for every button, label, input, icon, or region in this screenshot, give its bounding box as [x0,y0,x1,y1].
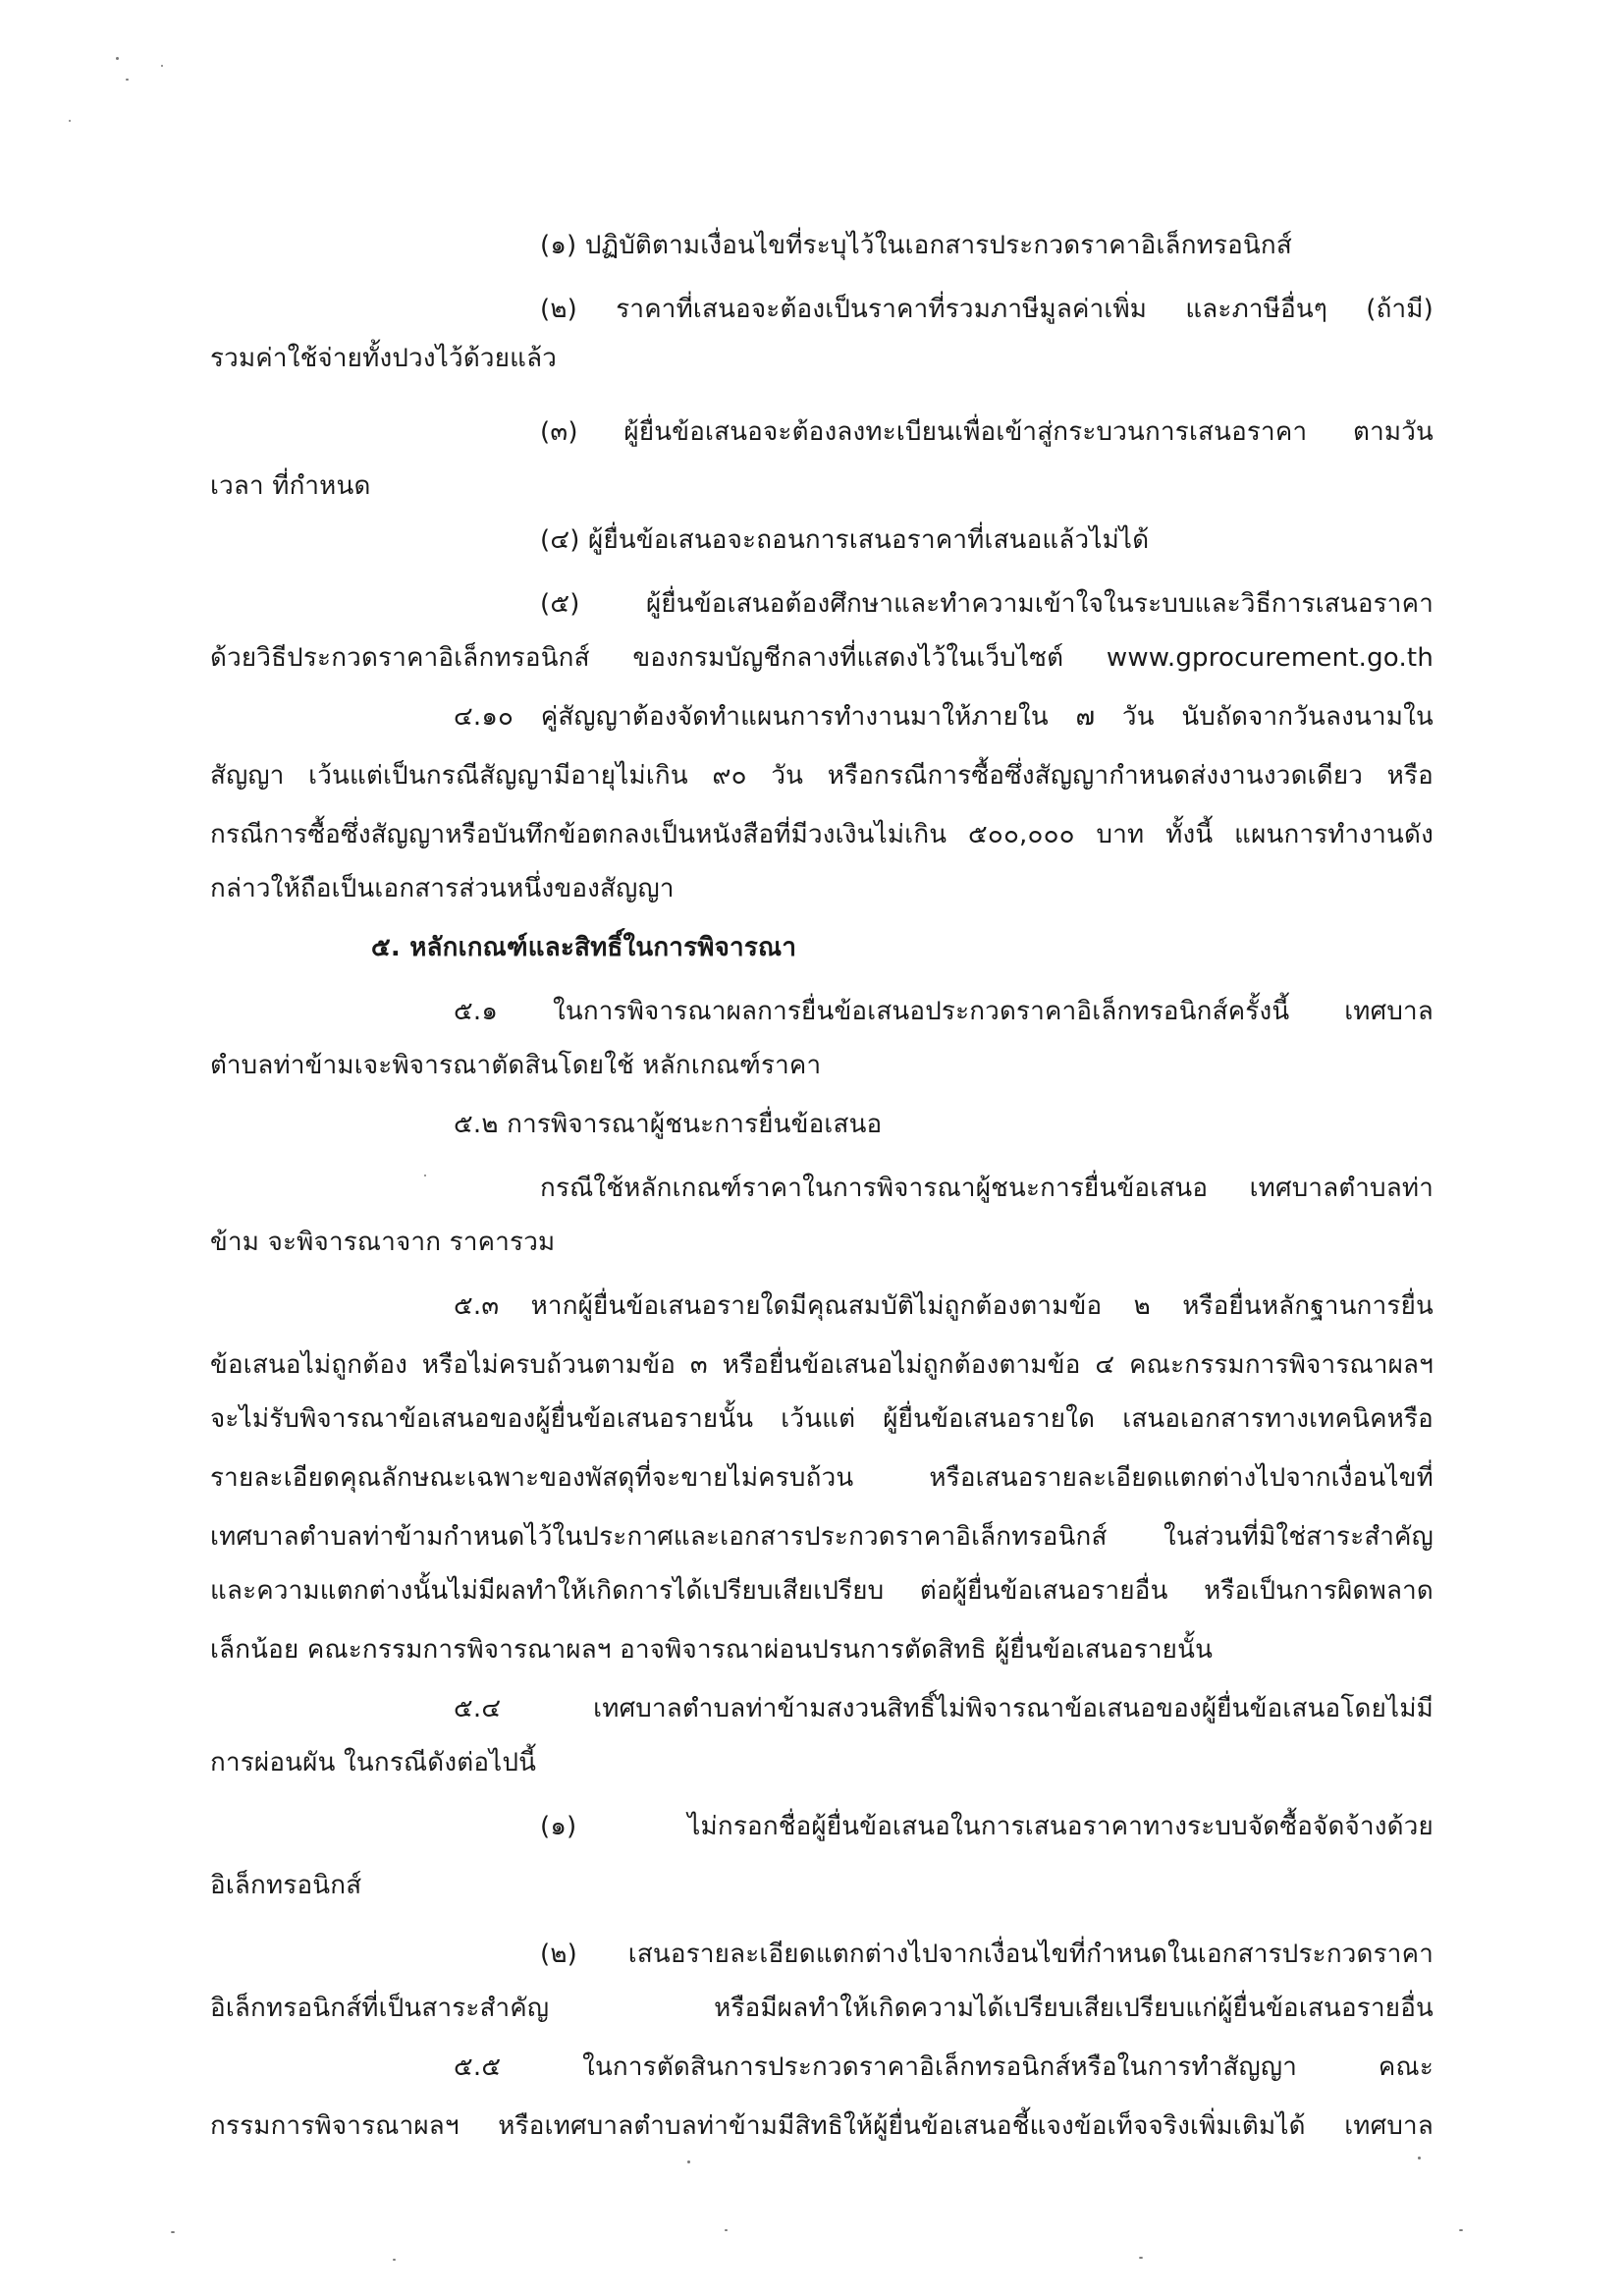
condition-3: (๓) ผู้ยื่นข้อเสนอจะต้องลงทะเบียนเพื่อเข้าสู่กระบวนการเสนอราคา ตามวัน [540,417,1434,447]
scan-speck [1139,2257,1143,2259]
clause-4-10-line-2: สัญญา เว้นแต่เป็นกรณีสัญญามีอายุไม่เกิน ๙๐ วัน หรือกรณีการซื้อซึ่งสัญญากำหนดส่งงานงวดเดียว หรือ [210,761,1434,791]
clause-4-10: ๔.๑๐ คู่สัญญาต้องจัดทำแผนการทำงานมาให้ภายใน ๗ วัน นับถัดจากวันลงนามใน [454,702,1434,732]
scan-speck [126,79,129,81]
clause-5-3-line-2: ข้อเสนอไม่ถูกต้อง หรือไม่ครบถ้วนตามข้อ ๓ หรือยื่นข้อเสนอไม่ถูกต้องตามข้อ ๔ คณะกรรมการพิจารณาผลฯ [210,1350,1434,1380]
scan-speck [393,2259,396,2261]
clause-4-10-line-3: กรณีการซื้อซึ่งสัญญาหรือบันทึกข้อตกลงเป็นหนังสือที่มีวงเงินไม่เกิน ๕๐๐,๐๐๐ บาท ทั้งนี้ แผนการทำงานดัง [210,820,1434,849]
scan-speck [424,1175,426,1176]
scan-speck [1459,2229,1463,2231]
clause-5-3-line-7: เล็กน้อย คณะกรรมการพิจารณาผลฯ อาจพิจารณาผ่อนปรนการตัดสิทธิ ผู้ยื่นข้อเสนอรายนั้น [210,1635,1214,1665]
clause-5-4-item-1: (๑) ไม่กรอกชื่อผู้ยื่นข้อเสนอในการเสนอราคาทางระบบจัดซื้อจัดจ้างด้วย [540,1812,1434,1841]
condition-4: (๔) ผู้ยื่นข้อเสนอจะถอนการเสนอราคาที่เสนอแล้วไม่ได้ [540,525,1150,555]
clause-5-4-cont: การผ่อนผัน ในกรณีดังต่อไปนี้ [210,1748,537,1777]
condition-5: (๕) ผู้ยื่นข้อเสนอต้องศึกษาและทำความเข้าใจในระบบและวิธีการเสนอราคา [540,589,1434,619]
clause-5-2-detail: กรณีใช้หลักเกณฑ์ราคาในการพิจารณาผู้ชนะการยื่นข้อเสนอ เทศบาลตำบลท่า [540,1174,1434,1203]
clause-5-3-line-6: และความแตกต่างนั้นไม่มีผลทำให้เกิดการได้เปรียบเสียเปรียบ ต่อผู้ยื่นข้อเสนอรายอื่น หรือเป็นการผิดพลาด [210,1576,1434,1606]
condition-2: (๒) ราคาที่เสนอจะต้องเป็นราคาที่รวมภาษีมูลค่าเพิ่ม และภาษีอื่นๆ (ถ้ามี) [540,295,1434,324]
scan-speck [116,57,119,60]
scan-speck [725,2229,728,2231]
clause-5-2: ๕.๒ การพิจารณาผู้ชนะการยื่นข้อเสนอ [454,1110,883,1139]
section-5-heading: ๕. หลักเกณฑ์และสิทธิ์ในการพิจารณา [371,933,797,962]
condition-3-cont: เวลา ที่กำหนด [210,471,371,501]
clause-5-1: ๕.๑ ในการพิจารณาผลการยื่นข้อเสนอประกวดราคาอิเล็กทรอนิกส์ครั้งนี้ เทศบาล [454,997,1434,1026]
clause-4-10-line-4: กล่าวให้ถือเป็นเอกสารส่วนหนึ่งของสัญญา [210,874,675,903]
clause-5-4: ๕.๔ เทศบาลตำบลท่าข้ามสงวนสิทธิ์ไม่พิจารณาข้อเสนอของผู้ยื่นข้อเสนอโดยไม่มี [454,1694,1434,1723]
clause-5-3-line-5: เทศบาลตำบลท่าข้ามกำหนดไว้ในประกาศและเอกสารประกวดราคาอิเล็กทรอนิกส์ ในส่วนที่มิใช่สาระสำคัญ [210,1522,1434,1552]
scan-speck [161,65,163,67]
clause-5-3: ๕.๓ หากผู้ยื่นข้อเสนอรายใดมีคุณสมบัติไม่ถูกต้องตามข้อ ๒ หรือยื่นหลักฐานการยื่น [454,1291,1434,1321]
clause-5-4-item-1-cont: อิเล็กทรอนิกส์ [210,1871,362,1900]
scan-speck [687,2160,690,2163]
clause-5-2-detail-cont: ข้าม จะพิจารณาจาก ราคารวม [210,1228,556,1257]
clause-5-5: ๕.๕ ในการตัดสินการประกวดราคาอิเล็กทรอนิกส์หรือในการทำสัญญา คณะ [454,2052,1434,2082]
scan-speck [69,120,71,122]
scan-speck [1418,2157,1421,2159]
clause-5-4-item-2: (๒) เสนอรายละเอียดแตกต่างไปจากเงื่อนไขที่กำหนดในเอกสารประกวดราคา [540,1940,1434,1969]
scan-speck [171,2231,175,2233]
condition-1: (๑) ปฏิบัติตามเงื่อนไขที่ระบุไว้ในเอกสารประกวดราคาอิเล็กทรอนิกส์ [540,231,1292,260]
clause-5-3-line-3: จะไม่รับพิจารณาข้อเสนอของผู้ยื่นข้อเสนอรายนั้น เว้นแต่ ผู้ยื่นข้อเสนอรายใด เสนอเอกสารทางเทคนิคหรือ [210,1404,1434,1434]
condition-2-cont: รวมค่าใช้จ่ายทั้งปวงไว้ด้วยแล้ว [210,344,558,373]
clause-5-5-cont: กรรมการพิจารณาผลฯ หรือเทศบาลตำบลท่าข้ามมีสิทธิให้ผู้ยื่นข้อเสนอชี้แจงข้อเท็จจริงเพิ่มเติมได้ เทศบาล [210,2111,1434,2141]
clause-5-4-item-2-cont: อิเล็กทรอนิกส์ที่เป็นสาระสำคัญ หรือมีผลทำให้เกิดความได้เปรียบเสียเปรียบแก่ผู้ยื่นข้อเสนอรายอื่น [210,1994,1434,2023]
clause-5-1-cont: ตำบลท่าข้ามเจะพิจารณาตัดสินโดยใช้ หลักเกณฑ์ราคา [210,1051,822,1080]
clause-5-3-line-4: รายละเอียดคุณลักษณะเฉพาะของพัสดุที่จะขายไม่ครบถ้วน หรือเสนอรายละเอียดแตกต่างไปจากเงื่อนไขที่ [210,1463,1434,1493]
condition-5-cont: ด้วยวิธีประกวดราคาอิเล็กทรอนิกส์ ของกรมบัญชีกลางที่แสดงไว้ในเว็บไซต์ www.gprocurement.go.th [210,643,1434,673]
